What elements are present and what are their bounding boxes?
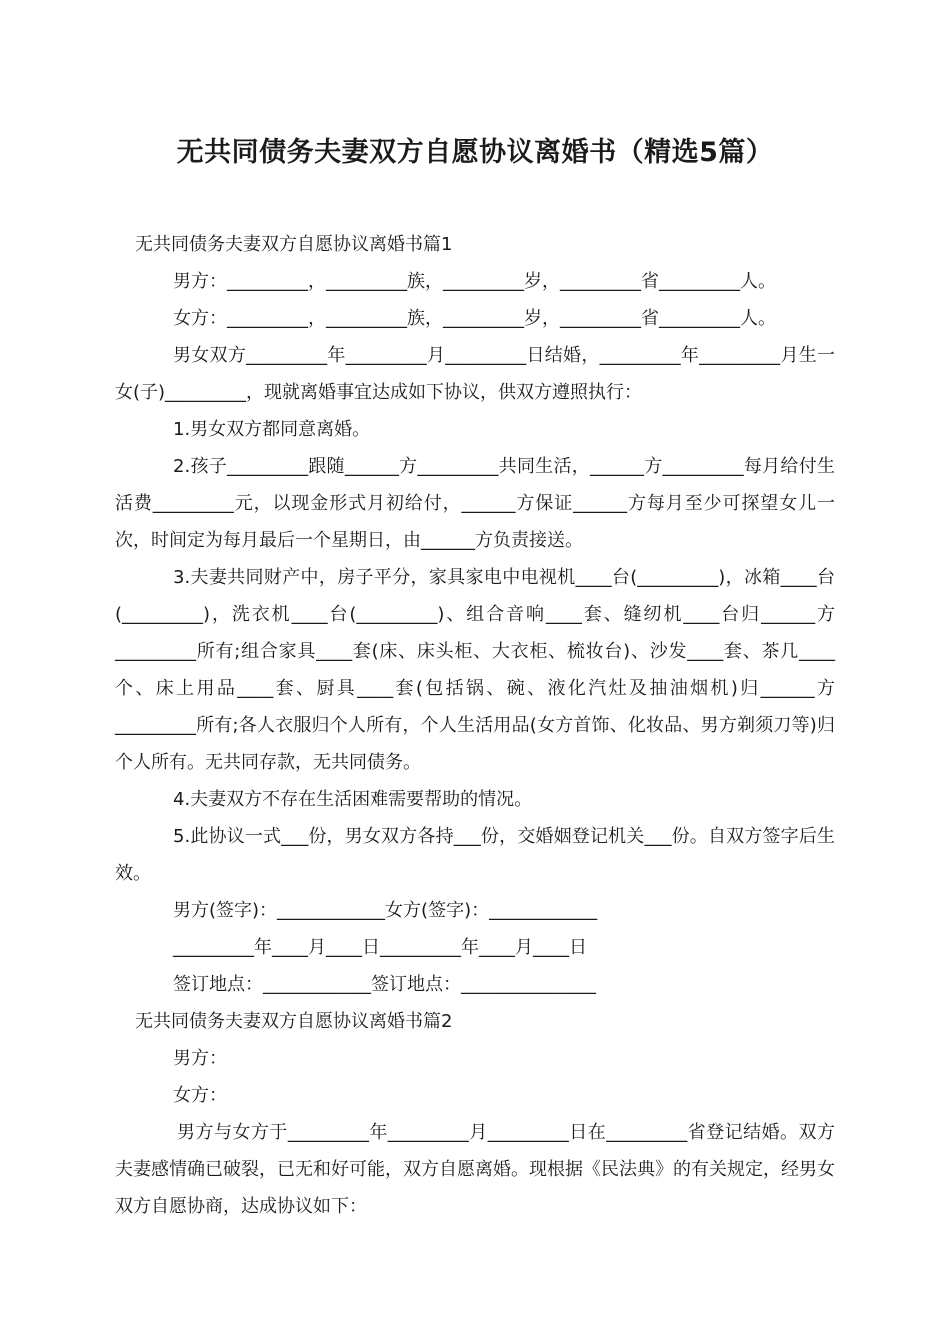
female-info-line: 女方：_________，_________族，_________岁，_________省_________人。 [173, 308, 776, 329]
male-label: 男方： [173, 1048, 227, 1069]
marriage-paragraph: 男女双方_________年_________月_________日结婚，_________年_________月生一女(子)_________，现就离婚事宜达成如下协议，供双方遵照执行： [115, 345, 835, 403]
female-label: 女方： [173, 1085, 227, 1106]
agreement-item-2: 2.孩子_________跟随______方_________共同生活，______方_________每月给付生活费_________元，以现金形式月初给付，______方保证______方每月至少可探望女儿一次，时间定为每月最后一个星期日，由______方负责接送。 [115, 456, 835, 551]
agreement-item-1: 1.男女双方都同意离婚。 [173, 419, 371, 440]
signature-line: 男方(签字)：____________女方(签字)：____________ [173, 900, 598, 921]
signature-date-line: _________年____月____日_________年____月____日 [173, 937, 587, 958]
section-2-heading: 无共同债务夫妻双方自愿协议离婚书篇2 [135, 1011, 453, 1032]
document-title: 无共同债务夫妻双方自愿协议离婚书（精选5篇） [176, 137, 774, 168]
document-body [115, 226, 835, 1225]
agreement-item-5: 5.此协议一式___份，男女双方各持___份，交婚姻登记机关___份。自双方签字后生效。 [115, 826, 835, 884]
signing-place-line: 签订地点：____________签订地点：_______________ [173, 974, 596, 995]
male-info-line: 男方：_________，_________族，_________岁，_________省_________人。 [173, 271, 776, 292]
agreement-item-3: 3.夫妻共同财产中，房子平分，家具家电中电视机____台(_________)，冰箱____台(_________)，洗衣机____台(_________)、组合音响____套、缝纫机____台归______方_________所有;组合家具____套(床、床头柜、大衣柜、梳妆台)、沙发____套、茶几____个、床上用品____套、厨具____套(包括锅、碗、液化汽灶及抽油烟机)归______方_________所有;各人衣服归个人所有，个人生活用品(女方首饰、化妆品、男方剃须刀等)归个人所有。无共同存款，无共同债务。 [115, 567, 835, 773]
agreement-item-4: 4.夫妻双方不存在生活困难需要帮助的情况。 [173, 789, 533, 810]
section-1-heading: 无共同债务夫妻双方自愿协议离婚书篇1 [135, 234, 453, 255]
section-2-intro-paragraph: 男方与女方于_________年_________月_________日在_________省登记结婚。双方夫妻感情确已破裂，已无和好可能，双方自愿离婚。现根据《民法典》的有关规定，经男女双方自愿协商，达成协议如下： [115, 1122, 835, 1217]
